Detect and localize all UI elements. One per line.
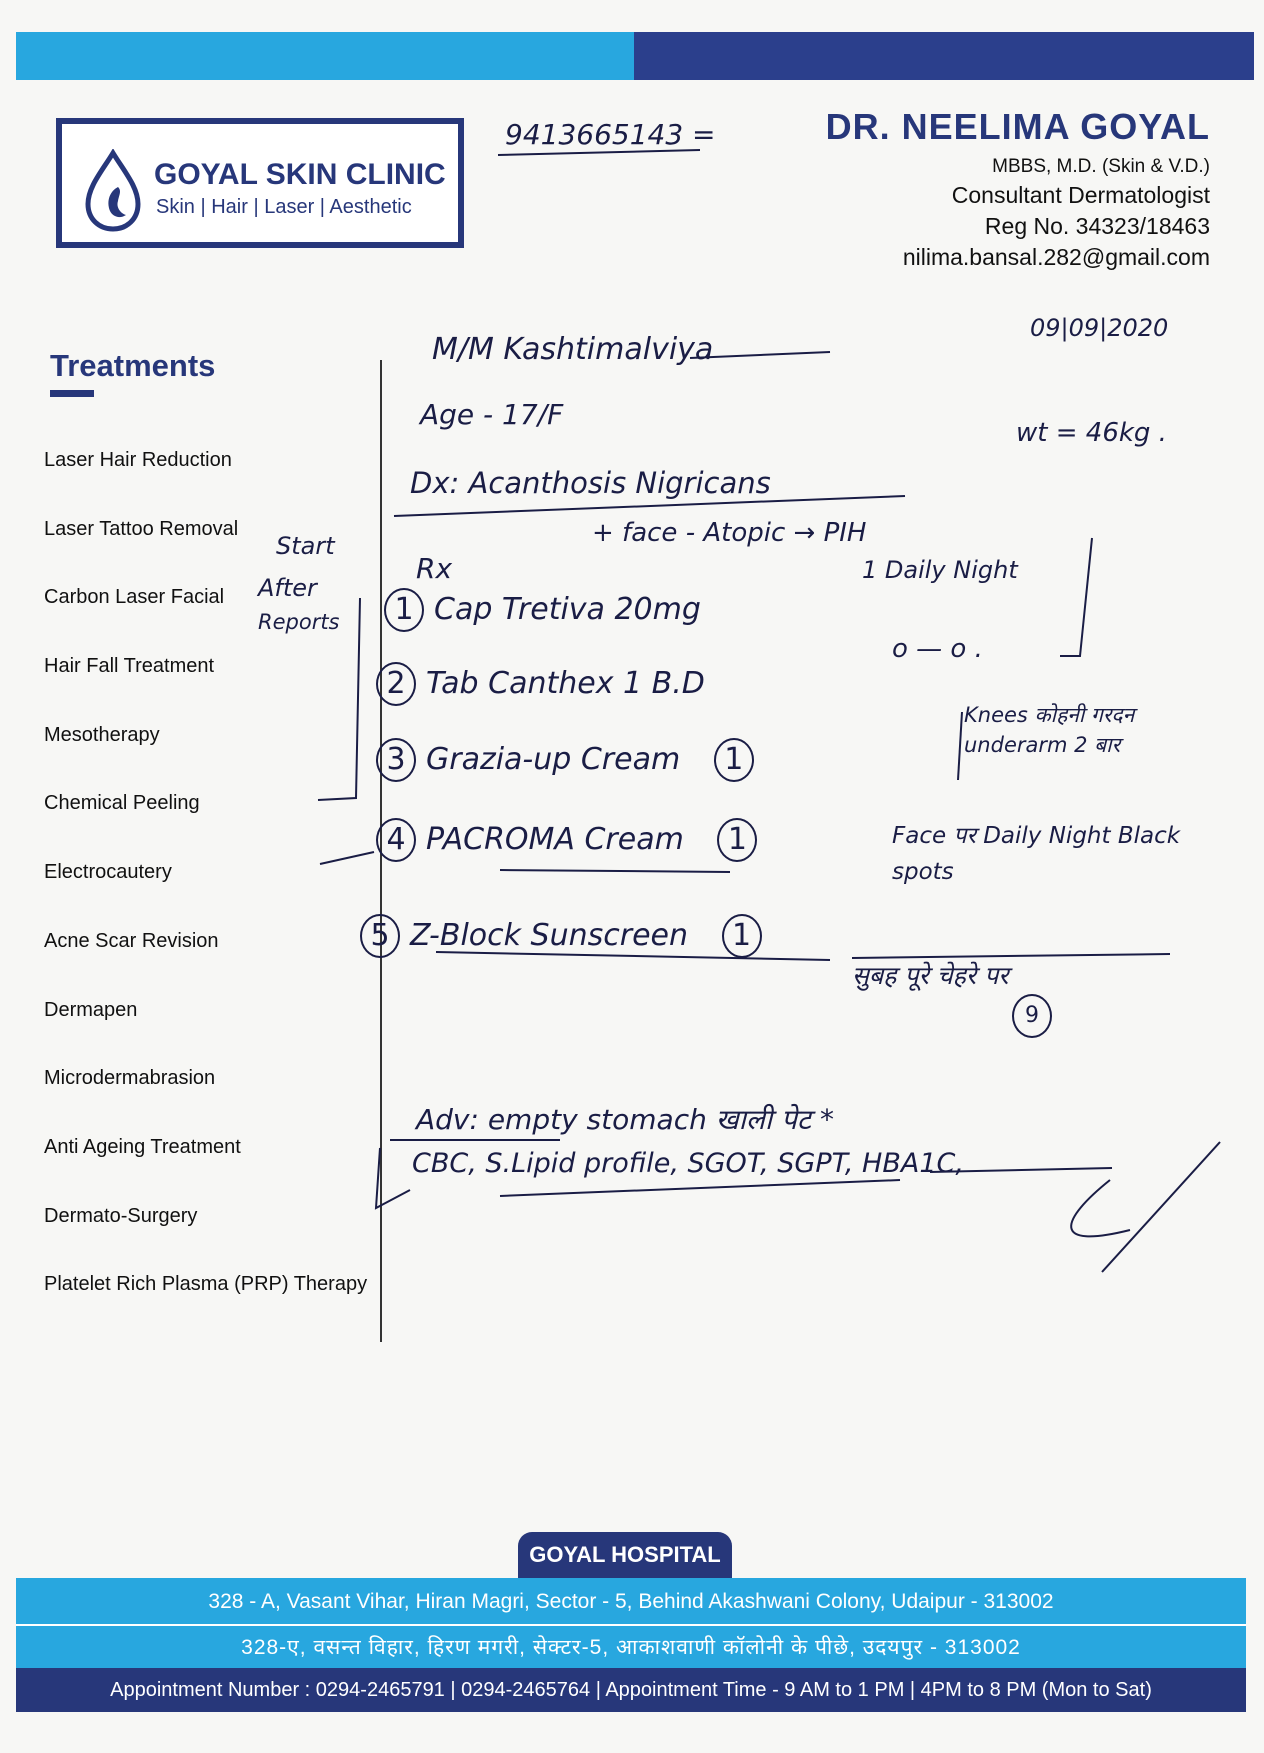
doctor-title: Consultant Dermatologist [951,182,1210,208]
list-item: Acne Scar Revision [44,929,219,952]
list-item: Anti Ageing Treatment [44,1135,241,1158]
rx-date: 09|09|2020 [1030,314,1169,342]
doctor-qualification: MBBS, M.D. (Skin & V.D.) [992,156,1210,177]
treatments-underline [50,390,94,397]
patient-weight: wt = 46kg . [1016,418,1167,448]
header-bar-light [16,32,634,80]
list-item: Mesotherapy [44,723,160,746]
med-row-3: 3 Grazia-up Cream 1 [376,738,764,782]
med-row-5: 5 Z-Block Sunscreen 1 [360,914,772,958]
med-row-4: 4 PACROMA Cream 1 [376,818,767,862]
doctor-email: nilima.bansal.282@gmail.com [902,244,1210,270]
list-item: Platelet Rich Plasma (PRP) Therapy [44,1273,368,1296]
med-row-2: 2 Tab Canthex 1 B.D [376,662,705,706]
header-bar-dark [634,32,1254,80]
address-hindi: 328-ए, वसन्त विहार, हिरण मगरी, सेक्टर-5, आकाशवाणी कॉलोनी के पीछे, उदयपुर - 313002 [16,1624,1246,1670]
med-note-1: 1 Daily Night [862,556,1018,584]
treatments-title: Treatments [50,348,216,383]
margin-note-after: After [258,574,317,602]
treatments-list [44,430,374,1323]
diagnosis: Dx: Acanthosis Nigricans [410,466,771,500]
tests-line: CBC, S.Lipid profile, SGOT, SGPT, HBA1C, [412,1148,964,1179]
list-item: Hair Fall Treatment [44,655,215,678]
list-item: Microdermabrasion [44,1067,216,1090]
list-item: Chemical Peeling [44,792,200,815]
med-note-2: o — o . [892,634,983,664]
margin-note-start: Start [276,532,335,560]
clinic-name: GOYAL SKIN CLINIC [154,158,446,191]
clinic-tagline: Skin | Hair | Laser | Aesthetic [156,196,412,218]
diagnosis-sub: + face - Atopic → PIH [592,518,867,548]
list-item: Laser Tattoo Removal [44,517,239,540]
list-item: Dermapen [44,998,138,1021]
address-english: 328 - A, Vasant Vihar, Hiran Magri, Sector - 5, Behind Akashwani Colony, Udaipur - 313002 [16,1578,1246,1626]
appointment-info: Appointment Number : 0294-2465791 | 0294-2465764 | Appointment Time - 9 AM to 1 PM | 4PM to 8 PM (Mon to Sat) [16,1668,1246,1712]
patient-name: M/M Kashtimalviya [432,332,714,367]
patient-age: Age - 17/F [420,398,564,431]
circled-number: 9 [1012,994,1062,1038]
margin-note-reports: Reports [258,610,340,634]
med-note-4: Face पर Daily Night Black spots [892,823,1181,885]
doctor-reg: Reg No. 34323/18463 [984,213,1210,239]
phone-note: 9413665143 = [505,118,716,151]
list-item: Carbon Laser Facial [44,586,225,609]
list-item: Dermato-Surgery [44,1204,198,1227]
clinic-logo [56,118,464,248]
drop-face-icon [82,149,144,233]
list-item: Laser Hair Reduction [44,449,232,471]
advice-line: Adv: empty stomach खाली पेट * [416,1103,834,1136]
med-row-1: 1 Cap Tretiva 20mg [384,588,701,632]
rx-symbol: Rx [416,552,453,585]
hospital-label: GOYAL HOSPITAL [518,1532,732,1578]
med-note-3: Knees कोहनी गरदन underarm 2 बार [964,703,1135,757]
med-note-5: सुबह पूरे चेहरे पर [852,961,1009,990]
list-item: Electrocautery [44,861,172,884]
doctor-name: DR. NEELIMA GOYAL [825,106,1210,147]
doctor-info [826,106,1210,271]
